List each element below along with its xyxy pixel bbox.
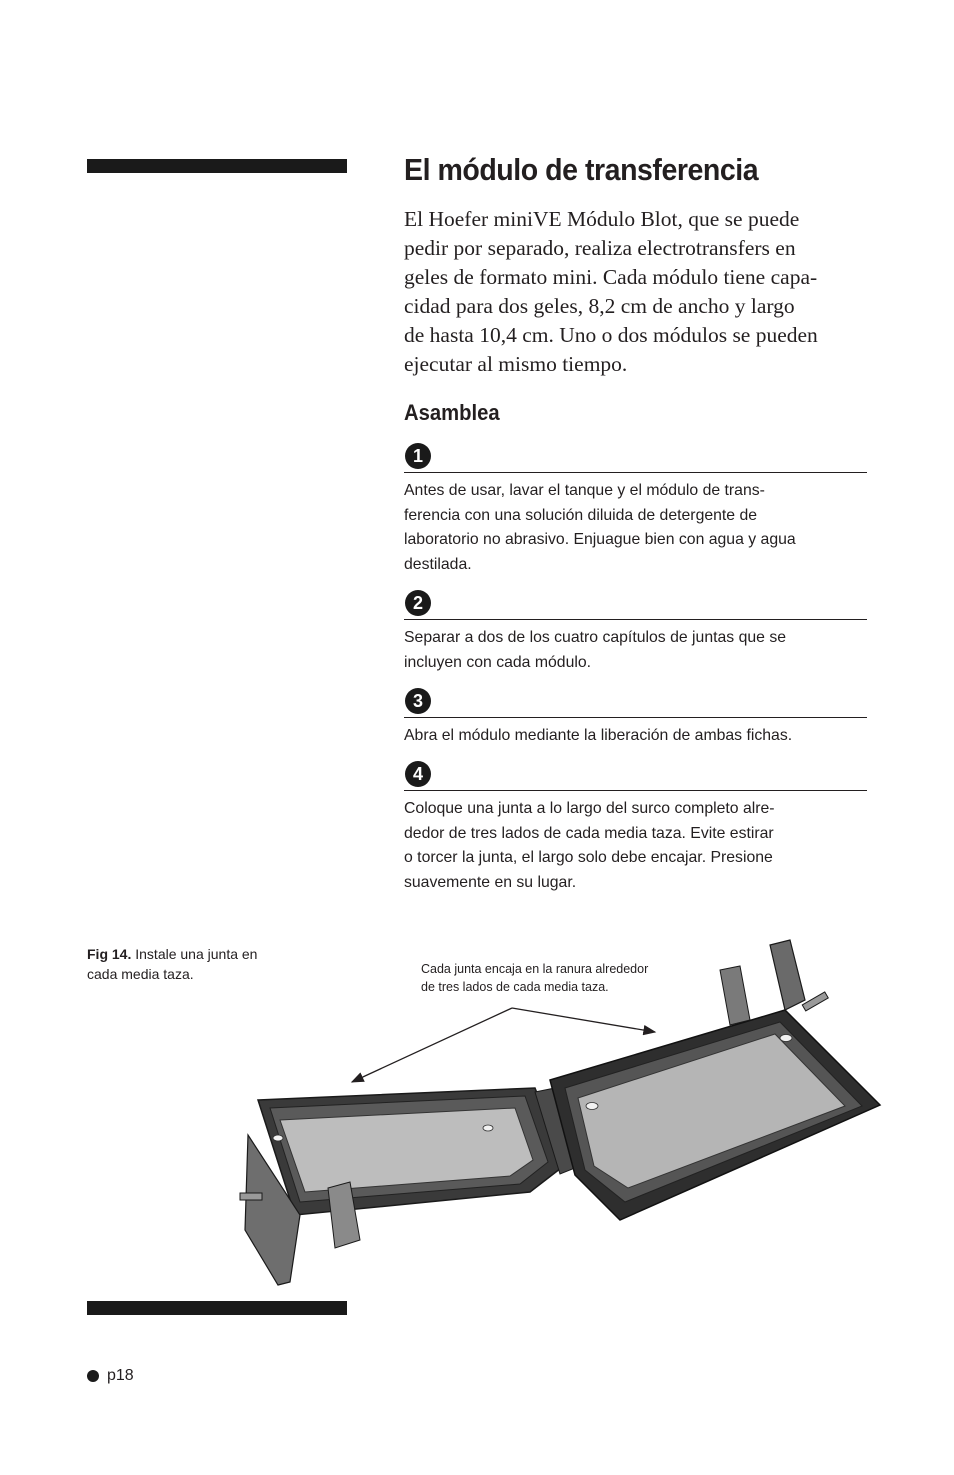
step-number-badge: 4 <box>405 761 431 787</box>
page-title: El módulo de transferencia <box>404 152 759 187</box>
step-line: Abra el módulo mediante la liberación de ambas fichas. <box>404 727 793 744</box>
step-1 <box>404 443 867 578</box>
step-header <box>404 688 867 718</box>
step-text <box>404 797 867 896</box>
step-line: Antes de usar, lavar el tanque y el módulo de trans- <box>404 482 765 499</box>
caption-text: Instale una junta en <box>135 946 258 962</box>
intro-line: El Hoefer miniVE Módulo Blot, que se puede <box>404 207 800 231</box>
step-number-badge: 2 <box>405 590 431 616</box>
step-line: incluyen con cada módulo. <box>404 653 592 671</box>
step-line: Separar a dos de los cuatro capítulos de juntas que se <box>404 629 787 646</box>
step-3 <box>404 688 867 749</box>
step-line: o torcer la junta, el largo solo debe encajar. Presione <box>404 849 773 867</box>
step-4 <box>404 761 867 896</box>
step-number-badge: 3 <box>405 688 431 714</box>
step-2 <box>404 590 867 675</box>
callout-line: de tres lados de cada media taza. <box>421 980 609 994</box>
intro-line: pedir por separado, realiza electrotransfers en <box>404 236 796 260</box>
page-footer <box>87 1367 134 1385</box>
intro-line: cidad para dos geles, 8,2 cm de ancho y largo <box>404 294 795 318</box>
left-half-cup <box>240 1088 565 1285</box>
step-line: suavemente en su lugar. <box>404 874 577 892</box>
intro-line: de hasta 10,4 cm. Uno o dos módulos se pueden <box>404 323 818 347</box>
top-rule <box>87 159 347 173</box>
callout-line: Cada junta encaja en la ranura alrededor <box>421 962 649 976</box>
step-header <box>404 443 867 473</box>
figure-callout <box>421 960 648 996</box>
intro-paragraph <box>404 205 874 379</box>
bullet-icon <box>87 1370 99 1382</box>
step-line: Coloque una junta a lo largo del surco completo alre- <box>404 800 775 817</box>
step-number-badge: 1 <box>405 443 431 469</box>
step-header <box>404 761 867 791</box>
caption-line: cada media taza. <box>87 966 194 982</box>
page-number: p18 <box>107 1367 134 1384</box>
section-heading: Asamblea <box>404 400 500 425</box>
step-text <box>404 626 867 675</box>
intro-line: geles de formato mini. Cada módulo tiene capa- <box>404 265 818 289</box>
step-line: dedor de tres lados de cada media taza. Evite estirar <box>404 824 774 842</box>
step-header <box>404 590 867 620</box>
bottom-rule <box>87 1301 347 1315</box>
figure-label: Fig 14. <box>87 946 132 962</box>
intro-line: ejecutar al mismo tiempo. <box>404 352 628 376</box>
step-text <box>404 479 867 578</box>
step-line: ferencia con una solución diluida de detergente de <box>404 506 758 524</box>
step-text <box>404 724 867 749</box>
step-line: laboratorio no abrasivo. Enjuague bien con agua y agua <box>404 531 796 549</box>
step-line: destilada. <box>404 556 472 574</box>
